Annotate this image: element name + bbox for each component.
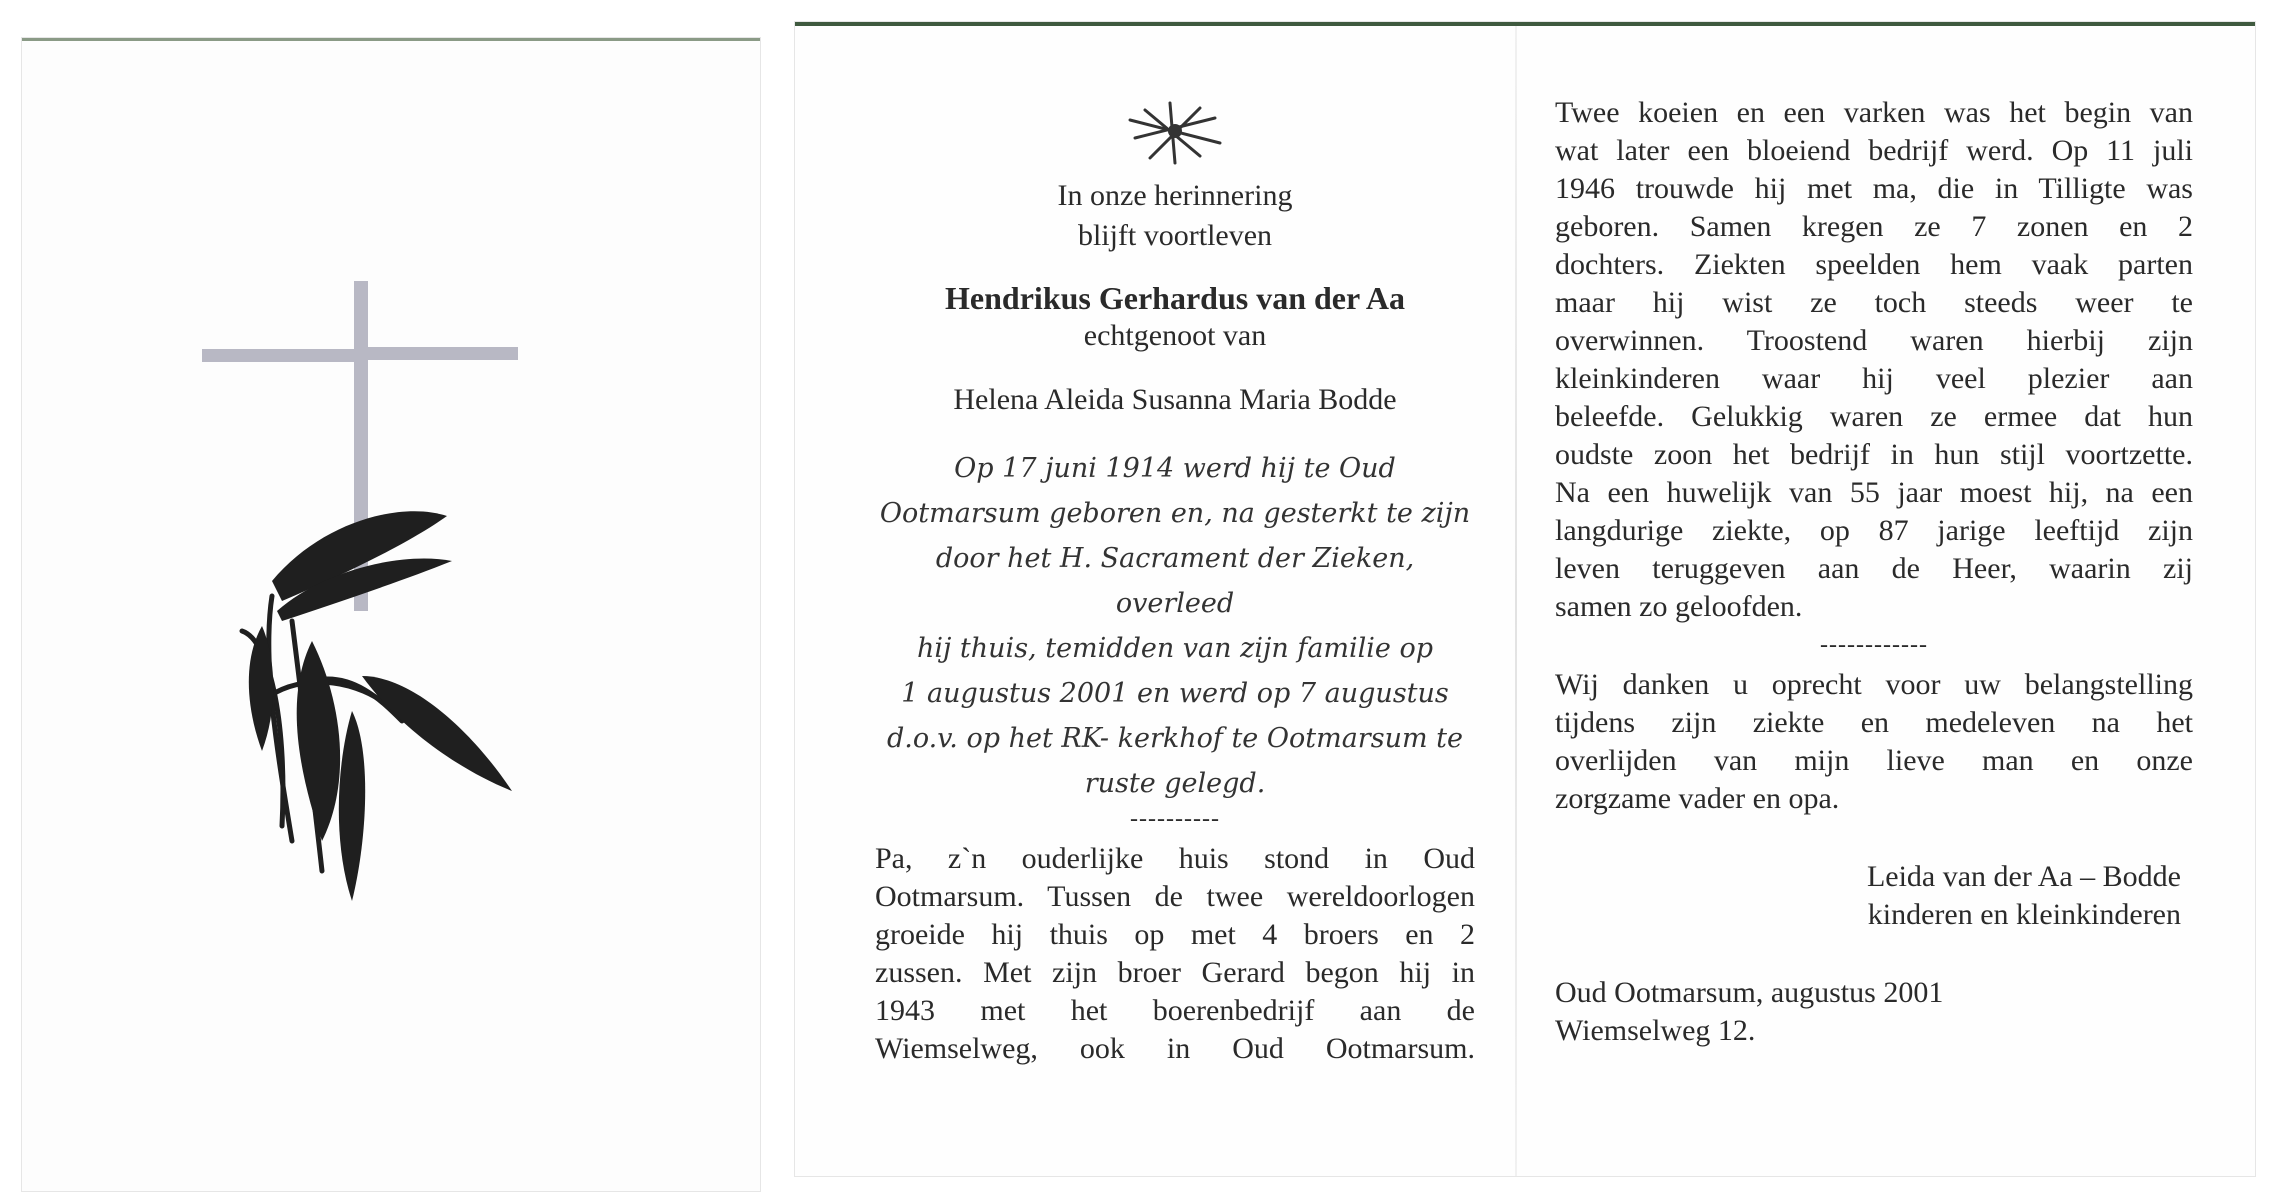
- biography-line: zussen. Met zijn broer Gerard begon hij in: [875, 956, 1475, 989]
- biography-line: wat later een bloeiend bedrijf werd. Op 11 juli: [1555, 134, 2193, 167]
- spouse-name: Helena Aleida Susanna Maria Bodde: [953, 383, 1397, 416]
- biography-line: Wiemselweg, ook in Oud Ootmarsum.: [875, 1032, 1475, 1065]
- biography-left: [875, 840, 1475, 1068]
- death-notice-line: Ootmarsum geboren en, na gesterkt te zijn: [879, 498, 1471, 529]
- place-date: Oud Ootmarsum, augustus 2001: [1555, 976, 1944, 1009]
- front-card: [22, 38, 760, 1191]
- death-notice: [875, 446, 1475, 806]
- biography-line: langdurige ziekte, op 87 jarige leeftijd zijn: [1555, 514, 2193, 547]
- thanks-line: overlijden van mijn lieve man en onze: [1555, 744, 2193, 777]
- death-notice-line: door het H. Sacrament der Zieken, overleed: [935, 543, 1415, 619]
- biography-line: overwinnen. Troostend waren hierbij zijn: [1555, 324, 2193, 357]
- biography-line: samen zo geloofden.: [1555, 590, 1803, 623]
- biography-line: dochters. Ziekten speelden hem vaak parten: [1555, 248, 2193, 281]
- right-panel: [1555, 94, 2193, 1050]
- biography-line: beleefde. Gelukkig waren ze ermee dat hun: [1555, 400, 2193, 433]
- death-notice-line: hij thuis, temidden van zijn familie op: [916, 633, 1434, 664]
- cross-horizontal-right: [368, 347, 518, 360]
- signature-line-1: Leida van der Aa – Bodde: [1866, 860, 2181, 893]
- biography-line: maar hij wist ze toch steeds weer te: [1555, 286, 2193, 319]
- biography-line: oudste zoon het bedrijf in hun stijl voortzette.: [1555, 438, 2193, 471]
- signature: [1555, 858, 2193, 934]
- thanks-line: zorgzame vader en opa.: [1555, 782, 1840, 815]
- death-notice-line: ruste gelegd.: [1084, 768, 1266, 799]
- biography-line: 1943 met het boerenbedrijf aan de: [875, 994, 1475, 1027]
- memorial-line-1: In onze herinnering: [1057, 179, 1293, 212]
- signature-line-2: kinderen en kleinkinderen: [1867, 898, 2181, 931]
- biography-line: kleinkinderen waar hij veel plezier aan: [1555, 362, 2193, 395]
- left-panel: [875, 86, 1475, 1068]
- memorial-line-2: blijft voortleven: [1077, 219, 1273, 252]
- separator: ------------: [1820, 632, 1928, 658]
- biography-line: 1946 trouwde hij met ma, die in Tilligte was: [1555, 172, 2193, 205]
- address: Wiemselweg 12.: [1555, 1014, 1756, 1047]
- biography-line: Ootmarsum. Tussen de twee wereldoorlogen: [875, 880, 1475, 913]
- cross-horizontal: [202, 349, 360, 362]
- death-notice-line: 1 augustus 2001 en werd op 7 augustus: [901, 678, 1449, 709]
- cross-wheat-icon: [202, 281, 542, 901]
- biography-line: geboren. Samen kregen ze 7 zonen en 2: [1555, 210, 2193, 243]
- relation-text: echtgenoot van: [1083, 319, 1267, 352]
- biography-line: Na een huwelijk van 55 jaar moest hij, na een: [1555, 476, 2193, 509]
- separator: ----------: [1130, 806, 1220, 832]
- wheat-sheaf-icon: [1115, 98, 1235, 168]
- biography-line: Twee koeien en een varken was het begin van: [1555, 96, 2193, 129]
- biography-line: leven teruggeven aan de Heer, waarin zij: [1555, 552, 2193, 585]
- thanks-text: [1555, 666, 2193, 818]
- fold-line: [1515, 26, 1517, 1176]
- inside-card: [795, 22, 2255, 1176]
- biography-line: Pa, z`n ouderlijke huis stond in Oud: [875, 842, 1475, 875]
- place-block: [1555, 974, 2193, 1050]
- thanks-line: Wij danken u oprecht voor uw belangstelling: [1555, 668, 2193, 701]
- deceased-name: Hendrikus Gerhardus van der Aa: [945, 280, 1405, 316]
- biography-line: groeide hij thuis op met 4 broers en 2: [875, 918, 1475, 951]
- thanks-line: tijdens zijn ziekte en medeleven na het: [1555, 706, 2193, 739]
- wheat-ears: [249, 511, 512, 901]
- biography-right: [1555, 94, 2193, 626]
- death-notice-line: Op 17 juni 1914 werd hij te Oud: [954, 453, 1396, 484]
- death-notice-line: d.o.v. op het RK- kerkhof te Ootmarsum te: [887, 723, 1463, 754]
